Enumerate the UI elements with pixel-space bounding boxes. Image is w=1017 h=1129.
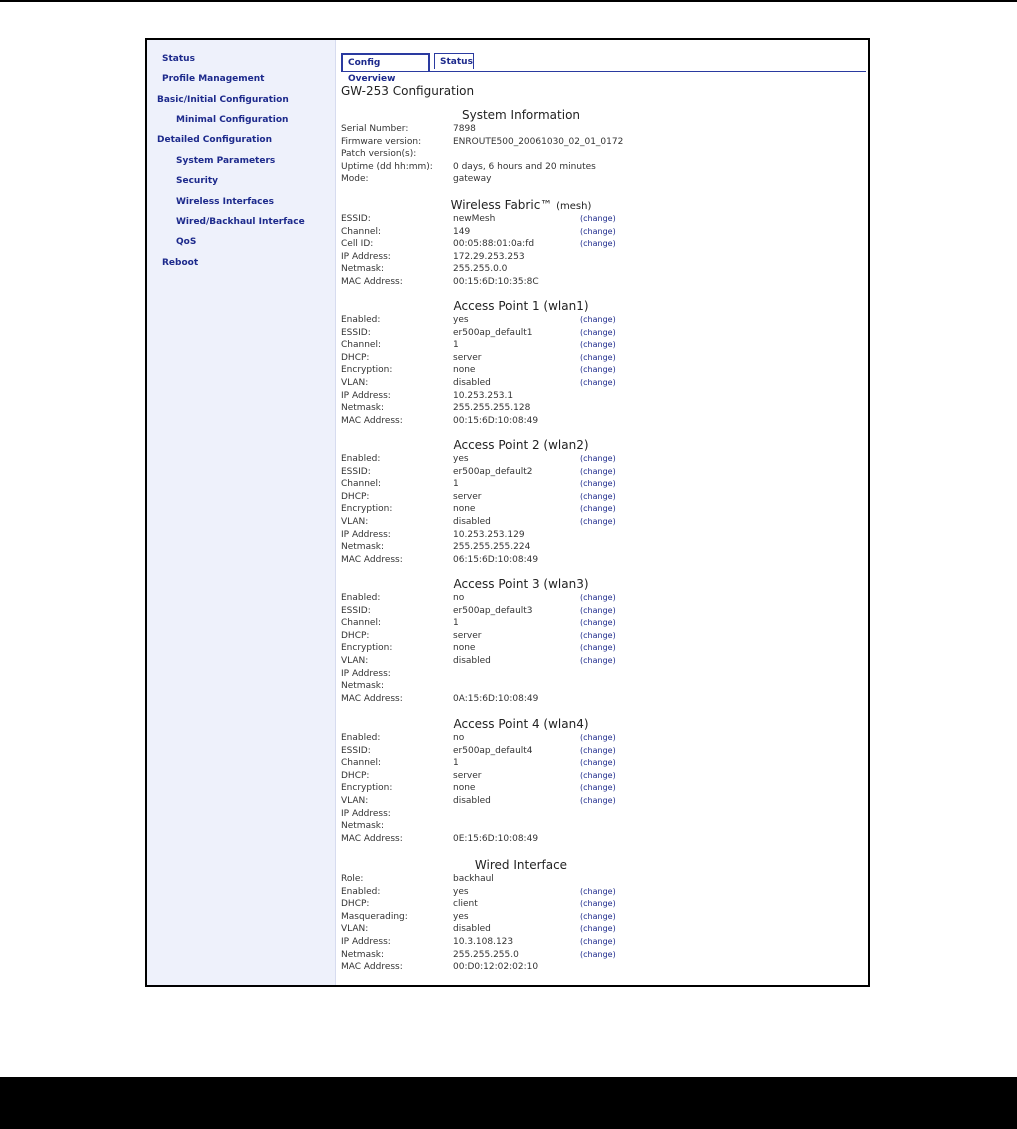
- row-value: newMesh: [453, 214, 496, 224]
- row-value: backhaul: [453, 874, 494, 884]
- row-label: DHCP:: [341, 770, 370, 781]
- section-title: [341, 299, 701, 314]
- row-value: server: [453, 352, 482, 363]
- section-access-point-4-wlan4: [341, 717, 866, 845]
- config-row: [341, 314, 866, 327]
- tab-status[interactable]: Status: [434, 53, 474, 69]
- row-label: Cell ID:: [341, 239, 374, 250]
- config-row: [341, 148, 866, 161]
- section-title-suffix: (mesh): [556, 201, 592, 212]
- page-title: GW-253 Configuration: [341, 84, 475, 98]
- config-row: [341, 213, 866, 226]
- row-label: Enabled:: [341, 593, 381, 603]
- row-value: 255.255.255.128: [453, 403, 531, 414]
- config-row: [341, 352, 866, 365]
- config-row: [341, 936, 866, 949]
- section-access-point-1-wlan1: [341, 299, 866, 427]
- row-label: ESSID:: [341, 466, 371, 477]
- row-value: er500ap_default2: [453, 466, 533, 477]
- sidebar-item-profile-management[interactable]: Profile Management: [162, 74, 265, 84]
- config-row: [341, 757, 866, 770]
- row-label: Channel:: [341, 226, 381, 237]
- row-label: MAC Address:: [341, 554, 403, 565]
- row-label: IP Address:: [341, 529, 391, 540]
- row-label: Channel:: [341, 758, 381, 769]
- row-label: Netmask:: [341, 681, 385, 692]
- config-row: [341, 795, 866, 808]
- row-value: 7898: [453, 124, 476, 134]
- config-row: [341, 276, 866, 289]
- change-link[interactable]: (change): [580, 618, 616, 628]
- row-label: MAC Address:: [341, 833, 403, 844]
- row-label: Netmask:: [341, 949, 385, 960]
- row-value: 255.255.0.0: [453, 264, 508, 275]
- row-value: client: [453, 899, 478, 910]
- sidebar-item-reboot[interactable]: Reboot: [162, 258, 199, 268]
- main-content: [341, 40, 866, 985]
- config-row: [341, 415, 866, 428]
- section-title-text: Access Point 2 (wlan2): [453, 438, 589, 452]
- row-label: ESSID:: [341, 214, 371, 224]
- row-label: Channel:: [341, 340, 381, 351]
- config-row: [341, 516, 866, 529]
- row-value: 00:05:88:01:0a:fd: [453, 239, 535, 250]
- row-label: DHCP:: [341, 899, 370, 910]
- row-label: Role:: [341, 874, 364, 884]
- row-value: yes: [453, 886, 469, 897]
- change-link[interactable]: (change): [580, 745, 616, 755]
- row-value: yes: [453, 315, 469, 325]
- row-label: VLAN:: [341, 924, 369, 935]
- row-label: Firmware version:: [341, 136, 422, 147]
- row-label: MAC Address:: [341, 962, 403, 973]
- config-row: [341, 161, 866, 174]
- section-wired-interface: [341, 858, 866, 974]
- row-value: 1: [453, 618, 459, 629]
- config-row: [341, 466, 866, 479]
- row-value: 0E:15:6D:10:08:49: [453, 833, 539, 844]
- change-link[interactable]: (change): [580, 886, 616, 896]
- change-link[interactable]: (change): [580, 643, 616, 653]
- change-link[interactable]: (change): [580, 454, 616, 463]
- config-row: [341, 541, 866, 554]
- row-label: ESSID:: [341, 327, 371, 338]
- change-link[interactable]: (change): [580, 315, 616, 324]
- section-title: [341, 858, 701, 873]
- config-row: [341, 655, 866, 668]
- row-label: VLAN:: [341, 377, 369, 388]
- change-link[interactable]: (change): [580, 733, 616, 742]
- row-label: Enabled:: [341, 733, 381, 743]
- change-link[interactable]: (change): [580, 899, 616, 909]
- row-label: Enabled:: [341, 886, 381, 897]
- change-link[interactable]: (change): [580, 226, 616, 236]
- row-value: 10.253.253.129: [453, 529, 525, 540]
- config-row: [341, 402, 866, 415]
- row-label: DHCP:: [341, 491, 370, 502]
- row-value: er500ap_default3: [453, 605, 533, 616]
- row-label: Uptime (dd hh:mm):: [341, 161, 433, 172]
- config-row: [341, 491, 866, 504]
- config-row: [341, 238, 866, 251]
- row-label: Enabled:: [341, 315, 381, 325]
- config-row: [341, 668, 866, 681]
- row-value: 255.255.255.224: [453, 542, 531, 553]
- row-value: yes: [453, 454, 469, 464]
- row-label: Channel:: [341, 479, 381, 490]
- row-value: 255.255.255.0: [453, 949, 519, 960]
- row-value: none: [453, 643, 476, 654]
- row-label: IP Address:: [341, 390, 391, 401]
- section-access-point-3-wlan3: [341, 577, 866, 705]
- row-label: Netmask:: [341, 403, 385, 414]
- row-value: disabled: [453, 924, 491, 935]
- config-row: [341, 377, 866, 390]
- config-row: [341, 503, 866, 516]
- change-link[interactable]: (change): [580, 924, 616, 934]
- row-value: server: [453, 630, 482, 641]
- config-row: [341, 339, 866, 352]
- config-row: [341, 873, 866, 886]
- section-title-text: Access Point 4 (wlan4): [453, 717, 589, 731]
- row-label: MAC Address:: [341, 693, 403, 704]
- row-value: 10.3.108.123: [453, 936, 514, 947]
- row-value: 149: [453, 226, 471, 237]
- sidebar-item-qos[interactable]: QoS: [176, 237, 197, 247]
- section-title: [341, 108, 701, 123]
- change-link[interactable]: (change): [580, 327, 616, 337]
- row-label: Masquerading:: [341, 911, 408, 922]
- row-value: disabled: [453, 795, 491, 806]
- row-label: IP Address:: [341, 936, 391, 947]
- row-value: none: [453, 365, 476, 376]
- row-label: IP Address:: [341, 668, 391, 679]
- section-title-text: Access Point 3 (wlan3): [453, 577, 589, 591]
- row-value: er500ap_default1: [453, 327, 533, 338]
- change-link[interactable]: (change): [580, 239, 616, 249]
- change-link[interactable]: (change): [580, 479, 616, 489]
- row-label: ESSID:: [341, 745, 371, 756]
- config-row: [341, 263, 866, 276]
- row-label: MAC Address:: [341, 415, 403, 426]
- row-label: IP Address:: [341, 808, 391, 819]
- config-row: [341, 782, 866, 795]
- row-label: Channel:: [341, 618, 381, 629]
- config-row: [341, 630, 866, 643]
- row-label: Patch version(s):: [341, 149, 417, 160]
- change-link[interactable]: (change): [580, 593, 616, 602]
- section-wireless-fabric: [341, 198, 866, 289]
- section-title: [341, 577, 701, 592]
- config-row: [341, 820, 866, 833]
- config-row: [341, 390, 866, 403]
- config-row: [341, 554, 866, 567]
- row-value: server: [453, 770, 482, 781]
- config-row: [341, 732, 866, 745]
- config-row: [341, 529, 866, 542]
- change-link[interactable]: (change): [580, 352, 616, 362]
- row-value: no: [453, 733, 465, 743]
- row-label: Enabled:: [341, 454, 381, 464]
- row-label: Serial Number:: [341, 124, 409, 134]
- row-value: no: [453, 593, 465, 603]
- section-title-text: Wired Interface: [474, 858, 568, 872]
- change-link[interactable]: (change): [580, 466, 616, 476]
- config-row: [341, 833, 866, 846]
- row-value: 172.29.253.253: [453, 251, 525, 262]
- change-link[interactable]: (change): [580, 516, 616, 526]
- section-title-text: Wireless Fabric™: [450, 198, 553, 212]
- row-label: Encryption:: [341, 504, 393, 515]
- change-link[interactable]: (change): [580, 795, 616, 805]
- row-label: Mode:: [341, 174, 369, 185]
- config-row: [341, 898, 866, 911]
- sidebar-item-system-parameters[interactable]: System Parameters: [176, 156, 276, 166]
- sidebar: [147, 40, 336, 985]
- sidebar-item-detailed-configuration[interactable]: Detailed Configuration: [157, 135, 273, 145]
- change-link[interactable]: (change): [580, 911, 616, 921]
- config-row: [341, 123, 866, 136]
- row-label: VLAN:: [341, 655, 369, 666]
- row-value: 00:15:6D:10:08:49: [453, 415, 539, 426]
- config-row: [341, 961, 866, 974]
- change-link[interactable]: (change): [580, 770, 616, 780]
- sidebar-item-wireless-interfaces[interactable]: Wireless Interfaces: [176, 197, 274, 207]
- config-row: [341, 808, 866, 821]
- change-link[interactable]: (change): [580, 936, 616, 946]
- row-value: 10.253.253.1: [453, 390, 514, 401]
- row-value: 1: [453, 340, 459, 351]
- config-row: [341, 136, 866, 149]
- row-value: ENROUTE500_20061030_02_01_0172: [453, 136, 624, 147]
- section-access-point-2-wlan2: [341, 438, 866, 566]
- section-title: [341, 438, 701, 453]
- config-row: [341, 251, 866, 264]
- config-row: [341, 327, 866, 340]
- row-value: 1: [453, 758, 459, 769]
- row-value: 00:15:6D:10:35:8C: [453, 276, 539, 287]
- config-row: [341, 923, 866, 936]
- sidebar-item-minimal-configuration[interactable]: Minimal Configuration: [176, 115, 289, 125]
- row-label: VLAN:: [341, 516, 369, 527]
- row-label: IP Address:: [341, 251, 391, 262]
- change-link[interactable]: (change): [580, 949, 616, 959]
- tab-bar: [341, 53, 866, 84]
- config-row: [341, 693, 866, 706]
- config-row: [341, 478, 866, 491]
- change-link[interactable]: (change): [580, 214, 616, 223]
- config-row: [341, 173, 866, 186]
- row-label: Encryption:: [341, 783, 393, 794]
- config-row: [341, 680, 866, 693]
- row-value: disabled: [453, 377, 491, 388]
- browser-frame: [145, 38, 870, 987]
- row-value: 06:15:6D:10:08:49: [453, 554, 539, 565]
- config-row: [341, 605, 866, 618]
- change-link[interactable]: (change): [580, 365, 616, 375]
- sidebar-item-security[interactable]: Security: [176, 176, 219, 186]
- row-label: VLAN:: [341, 795, 369, 806]
- sidebar-item-basic-initial-configuration[interactable]: Basic/Initial Configuration: [157, 95, 289, 105]
- row-label: Netmask:: [341, 542, 385, 553]
- section-title: [341, 198, 701, 213]
- change-link[interactable]: (change): [580, 605, 616, 615]
- change-link[interactable]: (change): [580, 491, 616, 501]
- config-row: [341, 642, 866, 655]
- row-value: 0 days, 6 hours and 20 minutes: [453, 161, 596, 172]
- row-value: none: [453, 504, 476, 515]
- footer-bar: [0, 1077, 1017, 1129]
- section-title-text: System Information: [461, 108, 581, 122]
- change-link[interactable]: (change): [580, 504, 616, 514]
- row-label: ESSID:: [341, 605, 371, 616]
- row-label: Encryption:: [341, 365, 393, 376]
- row-value: disabled: [453, 516, 491, 527]
- change-link[interactable]: (change): [580, 377, 616, 387]
- section-title-text: Access Point 1 (wlan1): [453, 299, 589, 313]
- config-row: [341, 886, 866, 899]
- sidebar-item-wired-backhaul-interface[interactable]: Wired/Backhaul Interface: [176, 217, 305, 227]
- row-label: DHCP:: [341, 352, 370, 363]
- row-label: Encryption:: [341, 643, 393, 654]
- row-value: 0A:15:6D:10:08:49: [453, 693, 539, 704]
- row-value: none: [453, 783, 476, 794]
- change-link[interactable]: (change): [580, 758, 616, 768]
- section-title: [341, 717, 701, 732]
- row-label: MAC Address:: [341, 276, 403, 287]
- config-row: [341, 592, 866, 605]
- row-value: server: [453, 491, 482, 502]
- row-value: yes: [453, 911, 469, 922]
- config-row: [341, 770, 866, 783]
- row-label: Netmask:: [341, 264, 385, 275]
- row-label: DHCP:: [341, 630, 370, 641]
- row-value: disabled: [453, 655, 491, 666]
- row-value: 00:D0:12:02:02:10: [453, 962, 539, 973]
- change-link[interactable]: (change): [580, 340, 616, 350]
- section-system-information: [341, 108, 866, 186]
- row-value: 1: [453, 479, 459, 490]
- tab-config-overview[interactable]: Config Overview: [341, 53, 430, 71]
- sidebar-item-status[interactable]: Status: [162, 54, 195, 64]
- config-row: [341, 617, 866, 630]
- config-row: [341, 911, 866, 924]
- change-link[interactable]: (change): [580, 630, 616, 640]
- change-link[interactable]: (change): [580, 655, 616, 665]
- row-value: er500ap_default4: [453, 745, 533, 756]
- top-rule: [0, 0, 1017, 2]
- config-row: [341, 453, 866, 466]
- row-value: gateway: [453, 174, 492, 185]
- change-link[interactable]: (change): [580, 783, 616, 793]
- config-row: [341, 226, 866, 239]
- config-row: [341, 364, 866, 377]
- config-row: [341, 949, 866, 962]
- row-label: Netmask:: [341, 821, 385, 832]
- config-row: [341, 745, 866, 758]
